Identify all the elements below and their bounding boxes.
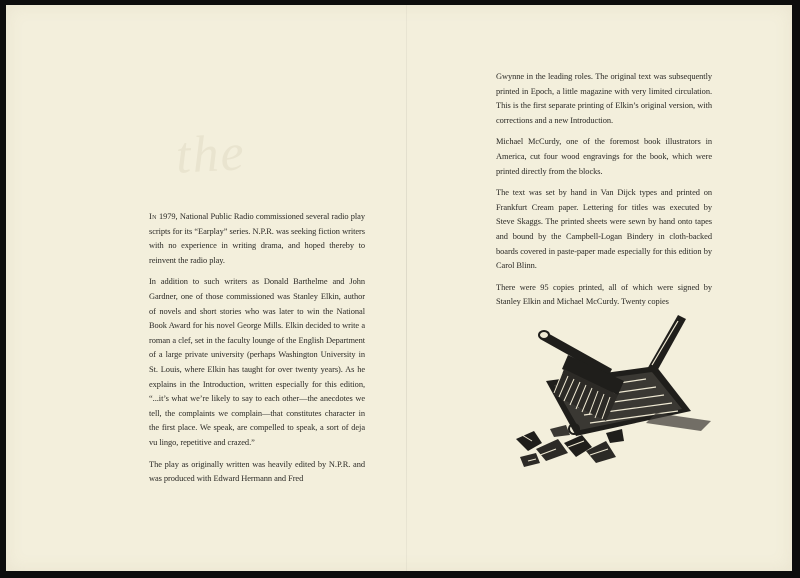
paragraph-lead: In <box>149 212 157 221</box>
center-fold <box>406 5 407 571</box>
book-spread <box>6 5 792 571</box>
paragraph-4: Gwynne in the leading roles. The original text was subsequently printed in Epoch, a little magazine with very limited circulation. This is the first separate printing of Elkin’s original version, with corrections and a new Introduction. <box>496 72 712 125</box>
right-page-text <box>496 70 712 317</box>
show-through-title: the <box>174 124 247 185</box>
paragraph-7: There were 95 copies printed, all of which were signed by Stanley Elkin and Michael McCurdy. Twenty copies <box>496 282 712 307</box>
paragraph-1-text: 1979, National Public Radio commissioned several radio play scripts for its “Earplay” series. N.P.R. was seeking fiction writers with no experience in writing drama, and hoped thereby to reinvent the radio play. <box>149 212 365 265</box>
paragraph-3: The play as originally written was heavily edited by N.P.R. and was produced with Edward Hermann and Fred <box>149 459 365 484</box>
paragraph-5: Michael McCurdy, one of the foremost book illustrators in America, cut four wood engravings for the book, which were printed directly from the blocks. <box>496 137 712 176</box>
paragraph-2: In addition to such writers as Donald Barthelme and John Gardner, one of those commissioned was Stanley Elkin, author of novels and short stories who was later to win the National Book Award for his novel George Mills. Elkin decided to write a roman a clef, set in the faculty lounge of the English Department of a large private university (perhaps Washington University in St. Louis, where Elkin has taught for over twenty years). As he explains in the Introduction, written especially for this edition, “...it’s what we’re likely to say to each other—the anecdotes we tell, the complaints we complain—that constitutes character in the first place. We speak, are compelled to speak, a sort of deja vu lingo, repetitive and crazed.” <box>149 277 365 447</box>
dustpan-and-brush-engraving-icon <box>506 311 716 471</box>
paragraph-1 <box>149 210 365 268</box>
paragraph-6: The text was set by hand in Van Dijck types and printed on Frankfurt Cream paper. Lettering for titles was executed by Steve Skaggs. The printed sheets were sewn by hand onto tapes and bound by the Campbell-Logan Bindery in cloth-backed boards covered in paste-paper made especially for this edition by Carol Blinn. <box>496 188 712 271</box>
left-page-text <box>149 210 365 494</box>
